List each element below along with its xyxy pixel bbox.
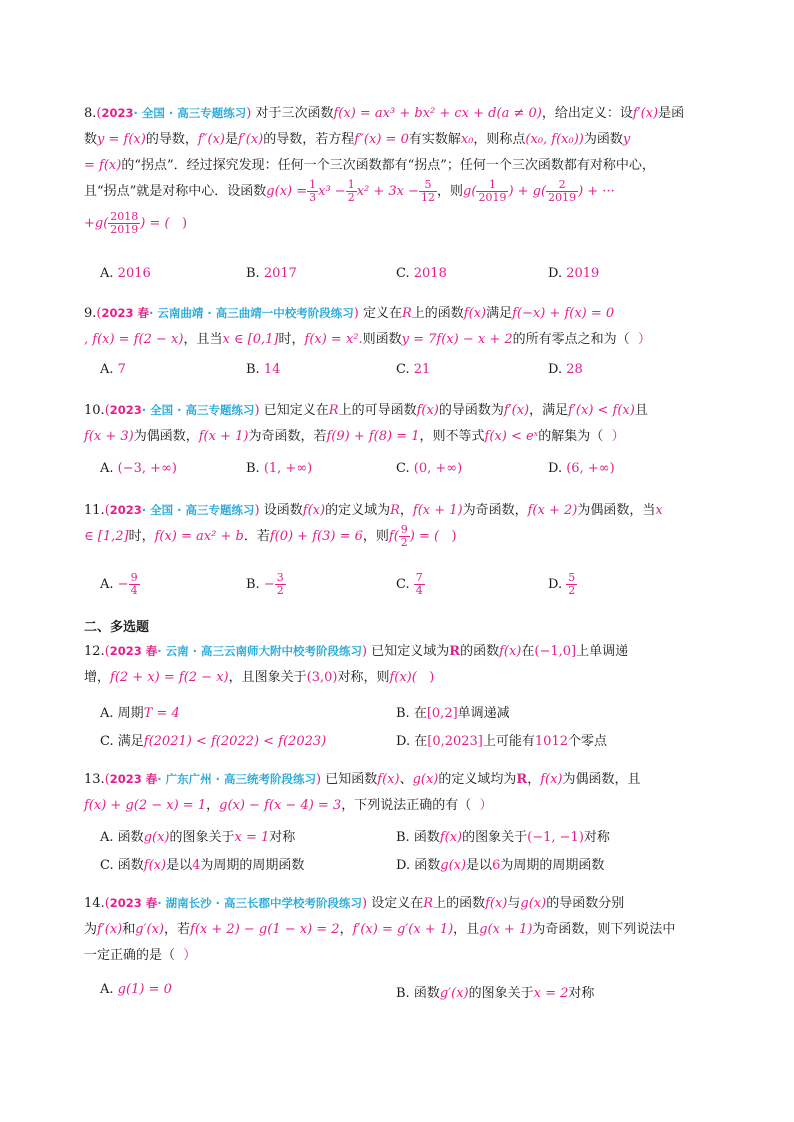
- math: x² + 3x −: [356, 184, 420, 199]
- question-number: 13.: [84, 772, 105, 787]
- text: 为偶函数，当: [577, 503, 656, 518]
- text: 上的函数: [433, 896, 486, 911]
- math: g(x) − f(x − 4) = 3: [219, 798, 342, 813]
- options-q8: [100, 266, 720, 288]
- text: ，若: [164, 922, 191, 937]
- question-11: 11.(2023· 全国 · 高三专题练习) 设函数f(x)的定义域为R，f(x + 1)为奇函数，f(x + 2)为偶函数，当x ∈ [1,2]时，f(x) = ax² + b．若f(0) + f(3) = 6，则f( $\frac{9}{2}$ ) = ( ): [84, 503, 663, 549]
- text: 已知定义在: [263, 403, 329, 418]
- math: f(x): [540, 772, 563, 787]
- fraction: $\frac{1}{3}$: [309, 178, 317, 204]
- text: ): [429, 670, 435, 685]
- text: 、: [399, 772, 413, 787]
- text: 满足: [486, 306, 513, 321]
- fraction: $\frac{2018}{2019}$: [110, 210, 139, 236]
- option-c[interactable]: C. $\frac{7}{4}$: [396, 571, 423, 597]
- text: 与: [507, 896, 521, 911]
- math: g(x + 1): [479, 922, 533, 937]
- text: 在: [521, 644, 535, 659]
- question-number: 14.: [84, 896, 105, 911]
- text: 为奇函数，若: [248, 429, 327, 444]
- math: f′(x) = g′(x + 1): [352, 922, 454, 937]
- text: 的定义域为: [325, 503, 391, 518]
- math: f′(x): [632, 106, 659, 121]
- text: ，: [399, 503, 413, 518]
- text: ）: [611, 429, 625, 444]
- source-year: 2023 春: [101, 306, 149, 320]
- math: g(x): [520, 896, 547, 911]
- math: (x₀, f(x₀)): [525, 132, 584, 147]
- option-b[interactable]: B. 在[0,2]单调递减: [396, 706, 510, 721]
- text: 已知函数: [325, 772, 378, 787]
- math: x: [655, 503, 663, 518]
- math: y = 7f(x) − x + 2: [401, 332, 513, 347]
- text: 的导函数分别: [546, 896, 625, 911]
- math: f′(x): [238, 132, 264, 147]
- text: ，且图象关于: [228, 670, 307, 685]
- math: = f(x): [84, 158, 122, 173]
- option-c[interactable]: C. 满足f(2021) < f(2022) < f(2023): [100, 734, 327, 749]
- source-label: · 广东广州 · 高三统考阶段练习: [157, 772, 317, 786]
- option-a[interactable]: A. (−3, +∞): [100, 461, 177, 476]
- text: ）: [637, 332, 651, 347]
- math: (3,0): [306, 670, 338, 685]
- text: 有实数解: [408, 132, 461, 147]
- option-d[interactable]: D. 28: [548, 362, 583, 377]
- text: 的所有零点之和为（: [512, 332, 630, 347]
- math: f(x) < eˣ: [484, 429, 539, 444]
- source-label: · 全国 · 高三专题练习: [141, 503, 255, 517]
- math: R: [328, 403, 339, 418]
- math: f″(x): [197, 132, 225, 147]
- math: f(x + 3): [84, 429, 134, 444]
- text: 数: [84, 132, 98, 147]
- option-a[interactable]: A. g(1) = 0: [100, 982, 172, 997]
- option-b[interactable]: B. − $\frac{3}{2}$: [246, 571, 284, 597]
- text: 为函数: [583, 132, 623, 147]
- math: g(x): [412, 772, 439, 787]
- text: 时，: [278, 332, 305, 347]
- math: y: [622, 132, 631, 147]
- math: f(x): [499, 644, 522, 659]
- source-year: 2023 春: [109, 644, 158, 658]
- math: ) + g(: [508, 184, 547, 199]
- question-9: 9.(2023 春· 云南曲靖 · 高三曲靖一中校考阶段练习) 定义在R上的函数f(x)满足f(−x) + f(x) = 0 , f(x) = f(2 − x)，且当x ∈ [0,1]时，f(x) = x².则函数y = 7f(x) − x + 2的所有零点之和为（ ）: [84, 306, 651, 347]
- math: (−1,0]: [534, 644, 577, 659]
- option-c[interactable]: C. 21: [396, 362, 431, 377]
- text: 为奇函数，: [462, 503, 528, 518]
- source-label: · 全国 · 高三专题练习: [133, 106, 247, 120]
- math: f(x): [302, 503, 326, 518]
- text: ，则不等式: [419, 429, 485, 444]
- math: R: [423, 896, 434, 911]
- options-q11: [100, 572, 720, 604]
- text: 的导函数为: [438, 403, 504, 418]
- math: +g(: [84, 216, 109, 231]
- math: ∈ [1,2]: [84, 529, 129, 544]
- option-b[interactable]: B. 函数f(x)的图象关于(−1, −1)对称: [396, 830, 610, 845]
- question-12: 12.(2023 春· 云南 · 高三云南师大附中校考阶段练习) 已知定义域为R的函数f(x)在(−1,0]上单调递 增，f(2 + x) = f(2 − x)，且图象关于(3,0)对称，则f(x)( ): [84, 644, 629, 685]
- math: x ∈ [0,1]: [222, 332, 279, 347]
- option-d[interactable]: D. (6, +∞): [548, 461, 615, 476]
- text: 对称，则: [337, 670, 390, 685]
- math: f″(x) = 0: [354, 132, 409, 147]
- math: g(: [463, 184, 477, 199]
- fraction: $\frac{1}{2}$: [347, 178, 355, 204]
- option-a[interactable]: A. 7: [100, 362, 126, 377]
- option-a[interactable]: A. 周期T = 4: [100, 706, 180, 721]
- fraction: $\frac{9}{2}$: [400, 523, 408, 549]
- text: 且: [634, 403, 648, 418]
- text: 设函数: [263, 503, 303, 518]
- text: ，: [527, 772, 541, 787]
- text: 已知定义域为: [371, 644, 450, 659]
- option-d[interactable]: D. 函数g(x)是以6为周期的周期函数: [396, 858, 605, 873]
- text: 时，: [128, 529, 155, 544]
- math: f(x): [485, 896, 508, 911]
- question-number: 9.: [84, 306, 97, 321]
- text: 为偶函数，: [133, 429, 199, 444]
- question-number: 10.: [84, 403, 105, 418]
- text: 和: [122, 922, 136, 937]
- fraction: $\frac{5}{12}$: [421, 178, 436, 204]
- text: 则函数: [362, 332, 402, 347]
- options-q9: [100, 362, 720, 384]
- text: ，则: [362, 529, 389, 544]
- text: 的导数，若方程: [263, 132, 355, 147]
- text: 的导数，: [145, 132, 198, 147]
- text: 是函: [658, 106, 685, 121]
- text: ): [451, 529, 457, 544]
- text: 为奇函数，则下列说法中: [532, 922, 676, 937]
- option-d[interactable]: D. 2019: [548, 266, 600, 281]
- math: g(x) =: [266, 184, 308, 199]
- math: f(x): [463, 306, 487, 321]
- math: ) = (: [140, 216, 170, 231]
- math: f(x + 2): [527, 503, 578, 518]
- source-year: 2023: [101, 106, 134, 120]
- math: f(x) = ax³ + bx² + cx + d(a ≠ 0): [333, 106, 542, 121]
- text: 一定正确的是（: [84, 948, 176, 963]
- option-d[interactable]: D. 在[0,2023]上可能有1012个零点: [396, 734, 608, 749]
- question-number: 11.: [84, 503, 105, 518]
- text: ，: [206, 798, 220, 813]
- text: 设定义在: [371, 896, 424, 911]
- text: ，下列说法正确的有（: [341, 798, 472, 813]
- text: 为: [84, 922, 98, 937]
- text: ．若: [243, 529, 270, 544]
- question-13: 13.(2023 春· 广东广州 · 高三统考阶段练习) 已知函数f(x)、g(x)的定义域均为R，f(x)为偶函数，且 f(x) + g(2 − x) = 1，g(x) − f(x − 4) = 3，下列说法正确的有（ ）: [84, 772, 641, 813]
- question-10: 10.(2023· 全国 · 高三专题练习) 已知定义在R上的可导函数f(x)的导函数为f′(x)，满足f′(x) < f(x)且 f(x + 3)为偶函数，f(x + 1)为奇函数，若f(9) + f(8) = 1，则不等式f(x) < eˣ的解集为（ ）: [84, 403, 648, 444]
- text: ，则: [437, 184, 464, 199]
- option-d[interactable]: D. $\frac{5}{2}$: [548, 571, 576, 597]
- math: (: [411, 670, 417, 685]
- math: f(x): [377, 772, 400, 787]
- section-heading: 二、多选题: [84, 620, 150, 635]
- option-b[interactable]: B. 函数g′(x)的图象关于x = 2对称: [396, 986, 595, 1001]
- math: R: [449, 644, 461, 659]
- math: , f(x) = f(2 − x): [84, 332, 184, 347]
- text: ，满足: [529, 403, 569, 418]
- text: 为偶函数，且: [562, 772, 641, 787]
- math: f(x): [416, 403, 439, 418]
- source-label: · 全国 · 高三专题练习: [141, 403, 255, 417]
- text: ）: [479, 798, 493, 813]
- math: f(x): [389, 670, 412, 685]
- math: f(x + 2) − g(1 − x) = 2: [190, 922, 340, 937]
- text: 定义在: [362, 306, 402, 321]
- text: 的定义域均为: [438, 772, 517, 787]
- math: y = f(x): [97, 132, 146, 147]
- question-8: 8.(2023· 全国 · 高三专题练习) 对于三次函数f(x) = ax³ + bx² + cx + d(a ≠ 0)，给出定义：设f′(x)是函 数y = f(x)的导数，f″(x)是f′(x)的导数，若方程f″(x) = 0有实数解x₀，则称点(x₀, f(x₀))为函数y = f(x)的“拐点”．经过探究发现：任何一个三次函数都有“拐点”；任何一个三次函数都有对称中心， 且“拐点”就是对称中心．设函数g(x) = $\frac{1}{3}$ x³ − $\frac{1}{2}$ x² + 3x − $\frac{5}{12}$ ，则g( $\frac{1}{2019}$ ) + g( $\frac{2}{2019}$ ) + ··· +g( $\frac{2018}{2019}$ ) = ( ): [84, 106, 685, 236]
- source-label: · 云南 · 高三云南师大附中校考阶段练习: [157, 644, 363, 658]
- math: f(: [388, 529, 399, 544]
- math: f(x + 1): [198, 429, 249, 444]
- option-b[interactable]: B. (1, +∞): [246, 461, 313, 476]
- source-year: 2023 春: [109, 772, 158, 786]
- text: 增，: [84, 670, 111, 685]
- source-year: 2023 春: [109, 896, 158, 910]
- text: ，: [339, 922, 353, 937]
- math: f(x) + g(2 − x) = 1: [84, 798, 207, 813]
- option-c[interactable]: C. (0, +∞): [396, 461, 463, 476]
- text: ，则称点: [473, 132, 526, 147]
- text: ）: [183, 948, 197, 963]
- text: 是: [224, 132, 238, 147]
- text: 的“拐点”．经过探究发现：任何一个三次函数都有“拐点”；任何一个三次函数都有对称中心，: [121, 158, 655, 173]
- option-b[interactable]: B. 14: [246, 362, 281, 377]
- option-c[interactable]: C. 函数f(x)是以4为周期的周期函数: [100, 858, 305, 873]
- text: 的解集为（: [538, 429, 604, 444]
- option-c[interactable]: C. 2018: [396, 266, 447, 281]
- text: 且“拐点”就是对称中心．设函数: [84, 184, 267, 199]
- math: R: [390, 503, 400, 518]
- source-year: 2023: [109, 403, 142, 417]
- question-number: 12.: [84, 644, 105, 659]
- math: f′(x): [503, 403, 530, 418]
- text: ，且: [453, 922, 480, 937]
- option-b[interactable]: B. 2017: [246, 266, 297, 281]
- math: f(−x) + f(x) = 0: [512, 306, 615, 321]
- math: g′(x): [135, 922, 165, 937]
- text: 上的可导函数: [338, 403, 417, 418]
- math: x³ −: [318, 184, 346, 199]
- text: ，且当: [183, 332, 223, 347]
- math: f(0) + f(3) = 6: [269, 529, 363, 544]
- option-a[interactable]: A. 2016: [100, 266, 151, 281]
- question-14: 14.(2023 春· 湖南长沙 · 高三长郡中学校考阶段练习) 设定义在R上的函数f(x)与g(x)的导函数分别 为f′(x)和g′(x)，若f(x + 2) − g(1 − x) = 2，f′(x) = g′(x + 1)，且g(x + 1)为奇函数，则下列说法中 一定正确的是（ ）: [84, 896, 676, 963]
- options-q10: [100, 461, 720, 483]
- math: f′(x): [97, 922, 123, 937]
- math: f(x) = x².: [304, 332, 363, 347]
- question-number: 8.: [84, 106, 97, 121]
- math: ): [182, 216, 188, 231]
- math: f(2 + x) = f(2 − x): [110, 670, 229, 685]
- math: f(x + 1): [412, 503, 463, 518]
- option-a[interactable]: A. 函数g(x)的图象关于x = 1对称: [100, 830, 296, 845]
- math: x₀: [460, 132, 474, 147]
- math: R: [401, 306, 412, 321]
- math: R: [516, 772, 528, 787]
- math: f(9) + f(8) = 1: [326, 429, 420, 444]
- fraction: $\frac{1}{2019}$: [478, 178, 507, 204]
- text: 上的函数: [411, 306, 464, 321]
- text: 的函数: [460, 644, 500, 659]
- math: ) + ···: [578, 184, 615, 199]
- math: f′(x) < f(x): [568, 403, 635, 418]
- source-label: · 云南曲靖 · 高三曲靖一中校考阶段练习: [149, 306, 354, 320]
- text: ，给出定义：设: [541, 106, 633, 121]
- fraction: $\frac{2}{2019}$: [548, 178, 577, 204]
- text: 上单调递: [576, 644, 629, 659]
- math: ) = (: [409, 529, 440, 544]
- option-a[interactable]: A. − $\frac{9}{4}$: [100, 571, 138, 597]
- source-year: 2023: [109, 503, 142, 517]
- text: 对于三次函数: [255, 106, 334, 121]
- source-label: · 湖南长沙 · 高三长郡中学校考阶段练习: [157, 896, 363, 910]
- math: f(x) = ax² + b: [154, 529, 244, 544]
